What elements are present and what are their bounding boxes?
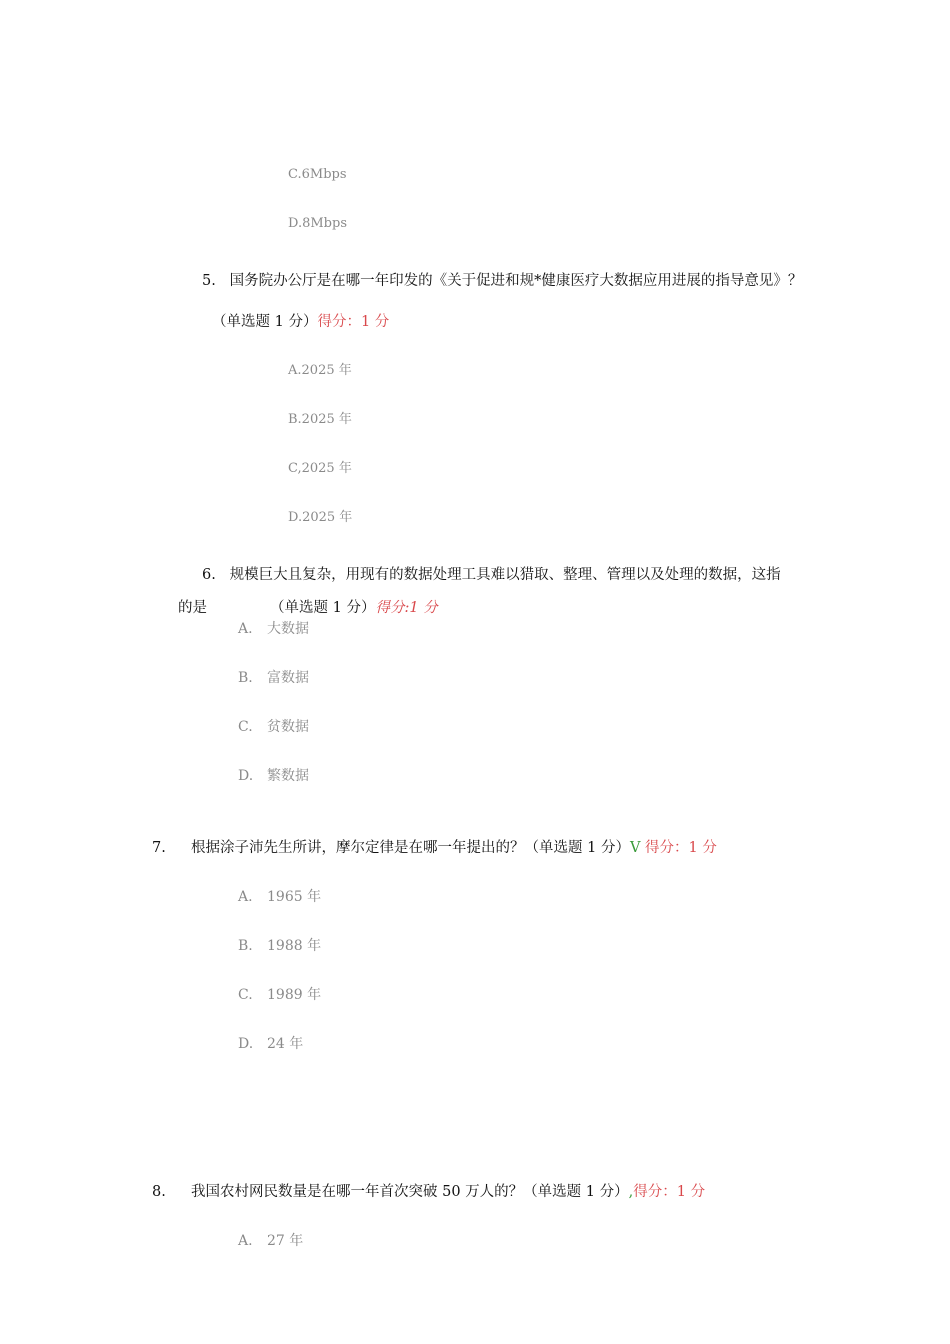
q6-option-d-letter: D. (238, 768, 254, 784)
q7-option-d-letter: D. (238, 1036, 254, 1052)
q8-option-a-text: 27 年 (267, 1233, 304, 1249)
q4-option-c[interactable]: C.6Mbps (288, 167, 347, 182)
q7-text: 根据涂子沛先生所讲，摩尔定律是在哪一年提出的？（单选题 1 分） (191, 840, 630, 856)
q5-meta (212, 315, 389, 330)
q6-option-a-letter: A. (238, 621, 253, 637)
q7-option-c[interactable] (238, 988, 321, 1002)
q6-meta (270, 601, 438, 616)
q5-option-d[interactable]: D.2025 年 (288, 510, 353, 525)
q8-option-a[interactable] (238, 1234, 303, 1248)
q7-option-b-text: 1988 年 (267, 938, 322, 954)
q7-score: 得分：1 分 (645, 840, 717, 856)
q7-option-a[interactable] (238, 890, 321, 904)
q7-option-d[interactable] (238, 1037, 303, 1051)
q5-number: 5. (202, 273, 216, 289)
q7-option-d-text: 24 年 (267, 1036, 304, 1052)
q7-option-a-letter: A. (238, 889, 253, 905)
q6-option-a-text: 大数据 (267, 621, 309, 637)
q6-option-c[interactable] (238, 720, 309, 734)
q8-score: 得分：1 分 (633, 1184, 706, 1200)
q6-text-line1: 规模巨大且复杂，用现有的数据处理工具难以猎取、整理、管理以及处理的数据，这指 (229, 567, 781, 583)
q8-option-a-letter: A. (238, 1233, 253, 1249)
q7-option-c-letter: C. (238, 987, 253, 1003)
q5-option-c[interactable]: C,2025 年 (288, 461, 352, 476)
q8-mark: , (628, 1184, 634, 1200)
q7-number: 7. (152, 840, 166, 856)
q7-stem (191, 841, 717, 856)
q6-text-line2: 的是 (178, 600, 207, 616)
q7-option-b[interactable] (238, 939, 321, 953)
q6-option-b[interactable] (238, 671, 309, 685)
q5-option-a[interactable]: A.2025 年 (288, 363, 352, 378)
q6-type: （单选题 1 分） (270, 600, 376, 616)
q7-option-a-text: 1965 年 (267, 889, 322, 905)
q6-number: 6. (202, 567, 216, 583)
q4-option-d[interactable]: D.8Mbps (288, 216, 347, 231)
q6-option-c-text: 贫数据 (267, 719, 309, 735)
q5-stem (202, 274, 802, 289)
q6-stem (202, 568, 781, 583)
q6-score: 得分:1 分 (375, 600, 438, 616)
q6-option-b-text: 富数据 (267, 670, 309, 686)
q5-type: （单选题 1 分） (212, 314, 318, 330)
q6-option-c-letter: C. (238, 719, 253, 735)
q6-option-a[interactable] (238, 622, 309, 636)
q6-option-b-letter: B. (238, 670, 253, 686)
q7-option-c-text: 1989 年 (267, 987, 322, 1003)
q8-text: 我国农村网民数量是在哪一年首次突破 50 万人的？（单选题 1 分） (191, 1184, 629, 1200)
q5-text: 国务院办公厅是在哪一年印发的《关于促进和规*健康医疗大数据应用进展的指导意见》？ (229, 273, 803, 289)
q8-number: 8. (152, 1184, 166, 1200)
q6-option-d-text: 繁数据 (267, 768, 309, 784)
q5-score: 得分：1 分 (317, 314, 390, 330)
q7-mark: V (629, 840, 641, 856)
q6-option-d[interactable] (238, 769, 309, 783)
q8-stem (191, 1185, 705, 1200)
q5-option-b[interactable]: B.2025 年 (288, 412, 352, 427)
q7-option-b-letter: B. (238, 938, 253, 954)
